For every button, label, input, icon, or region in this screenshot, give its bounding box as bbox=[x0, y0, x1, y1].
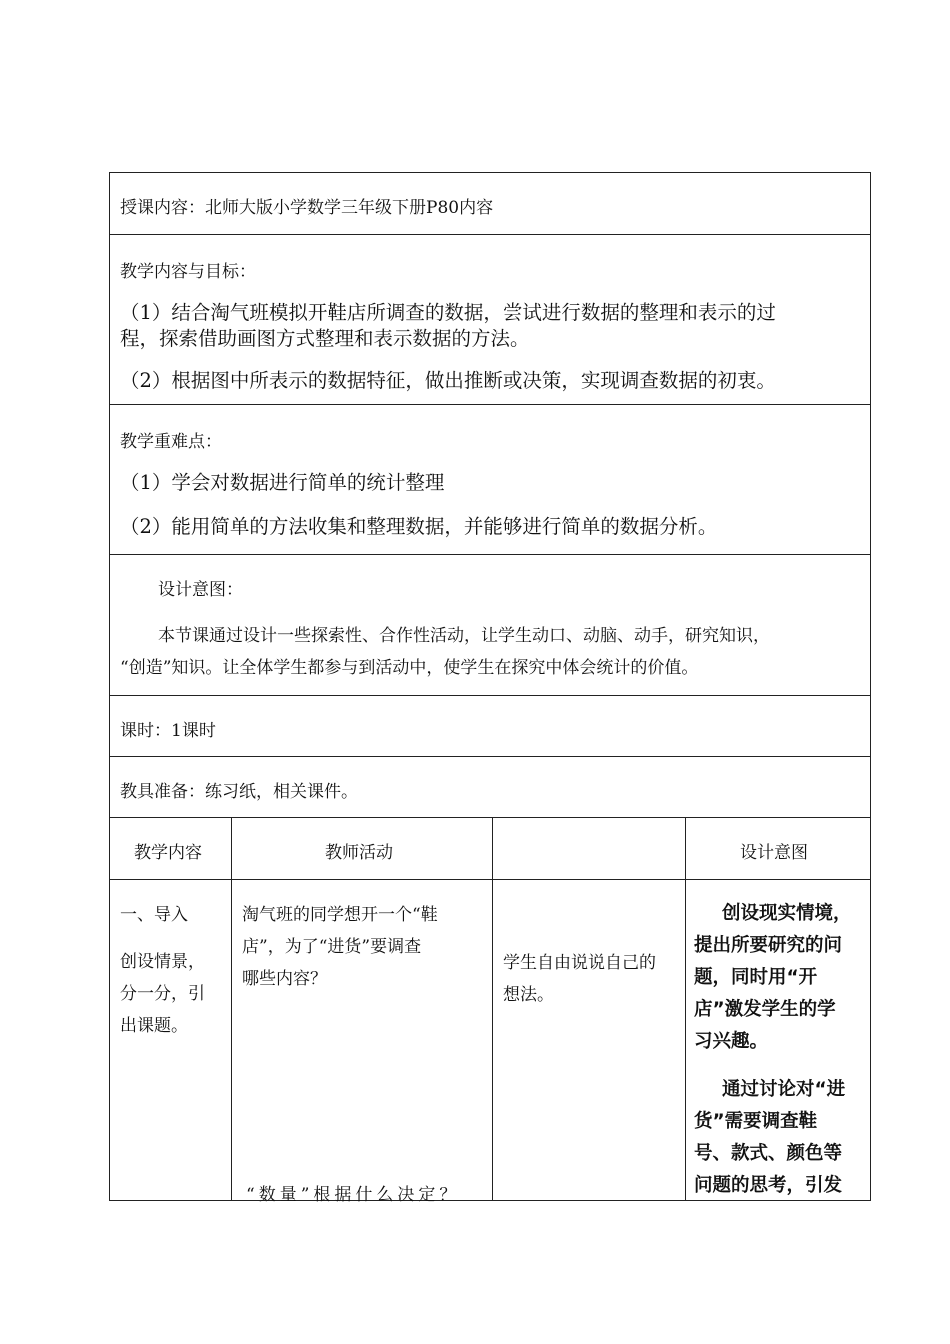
content-line-3: 分一分，引 bbox=[120, 984, 205, 1004]
key-point-item-1: （1）学会对数据进行简单的统计整理 bbox=[120, 471, 445, 494]
design-col-p1-line-3: 题，同时用“开 bbox=[694, 967, 818, 988]
goal-item-1-line-1: （1）结合淘气班模拟开鞋店所调查的数据，尝试进行数据的整理和表示的过 bbox=[120, 301, 776, 324]
design-col-p2-line-1: 通过讨论对“进 bbox=[722, 1079, 846, 1100]
design-line-1: 本节课通过设计一些探索性、合作性活动，让学生动口、动脑、动手，研究知识， bbox=[158, 626, 770, 646]
table-header-row bbox=[110, 818, 870, 880]
key-point-item-2: （2）能用简单的方法收集和整理数据，并能够进行简单的数据分析。 bbox=[120, 515, 718, 538]
course-content-row bbox=[110, 173, 870, 235]
goal-item-1-line-2: 程，探索借助画图方式整理和表示数据的方法。 bbox=[120, 327, 530, 350]
column-divider-1 bbox=[231, 818, 232, 1200]
student-line-1: 学生自由说说自己的 bbox=[503, 953, 656, 973]
design-col-p2-line-2: 货”需要调查鞋 bbox=[694, 1111, 818, 1132]
design-col-p1-line-4: 店”激发学生的学 bbox=[694, 999, 836, 1020]
teacher-line-1: 淘气班的同学想开一个“鞋 bbox=[242, 905, 438, 925]
design-col-p2-line-3: 号、款式、颜色等 bbox=[694, 1143, 843, 1164]
design-heading: 设计意图： bbox=[158, 580, 243, 600]
goal-item-2: （2）根据图中所表示的数据特征，做出推断或决策，实现调查数据的初衷。 bbox=[120, 369, 776, 392]
design-col-p2-line-4: 问题的思考，引发 bbox=[694, 1175, 843, 1196]
materials-label: 教具准备：练习纸，相关课件。 bbox=[120, 782, 358, 802]
goals-heading: 教学内容与目标： bbox=[120, 262, 256, 282]
header-teacher: 教师活动 bbox=[325, 843, 393, 863]
design-line-2: “创造”知识。让全体学生都参与到活动中，使学生在探究中体会统计的价值。 bbox=[120, 658, 699, 678]
lesson-plan-table bbox=[109, 172, 871, 1205]
header-design: 设计意图 bbox=[740, 843, 808, 863]
teacher-line-2: 店”，为了“进货”要调查 bbox=[242, 937, 422, 957]
teacher-line-4: “数量”根据什么决定？ bbox=[246, 1185, 461, 1205]
header-content: 教学内容 bbox=[134, 843, 202, 863]
design-col-p1-line-2: 提出所要研究的问 bbox=[694, 935, 843, 956]
design-intent-row bbox=[110, 555, 870, 696]
goals-row bbox=[110, 235, 870, 405]
content-line-2: 创设情景， bbox=[120, 952, 205, 972]
duration-row bbox=[110, 696, 870, 757]
duration-label: 课时：1课时 bbox=[120, 721, 216, 741]
design-col-p1-line-5: 习兴趣。 bbox=[694, 1031, 769, 1052]
materials-row bbox=[110, 757, 870, 818]
design-col-p1-line-1: 创设现实情境， bbox=[722, 903, 852, 924]
teacher-line-3: 哪些内容？ bbox=[242, 969, 327, 989]
course-content-label: 授课内容：北师大版小学数学三年级下册P80内容 bbox=[120, 198, 494, 218]
student-line-2: 想法。 bbox=[503, 985, 554, 1005]
content-line-4: 出课题。 bbox=[120, 1016, 188, 1036]
column-divider-3 bbox=[685, 818, 686, 1200]
key-points-row bbox=[110, 405, 870, 555]
key-points-heading: 教学重难点： bbox=[120, 432, 222, 452]
content-line-1: 一、导入 bbox=[120, 905, 188, 925]
column-divider-2 bbox=[492, 818, 493, 1200]
